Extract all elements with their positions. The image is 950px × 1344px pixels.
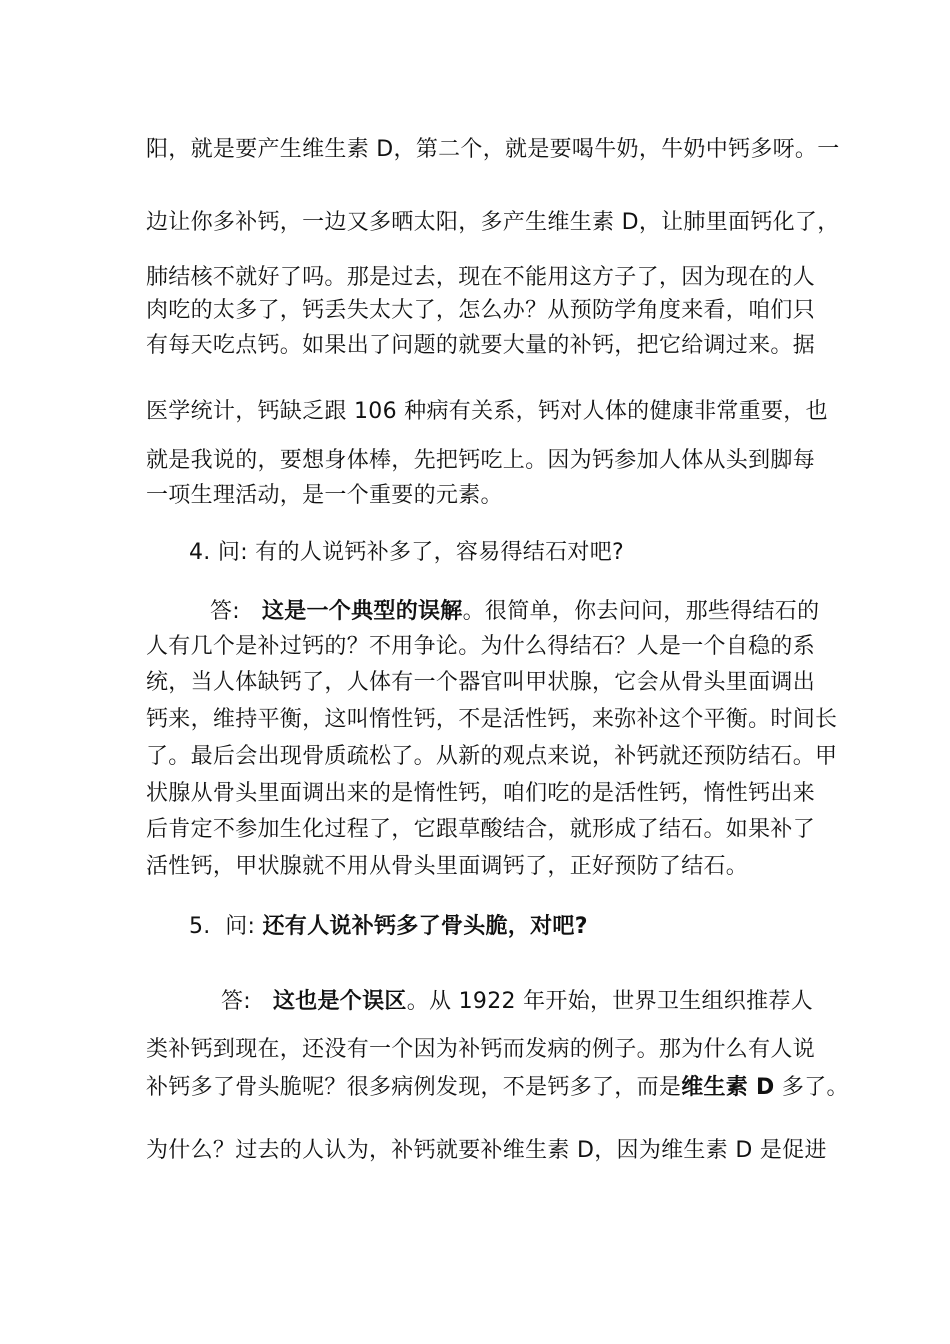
answer-4-first-line xyxy=(210,597,820,627)
answer-line: 类补钙到现在，还没有一个因为补钙而发病的例子。那为什么有人说 xyxy=(146,1037,816,1062)
paragraph-line: 边让你多补钙，一边又多晒太阳，多产生维生素 D，让肺里面钙化了， xyxy=(146,210,840,235)
answer-5-first-line xyxy=(221,987,811,1017)
question-label: 问: xyxy=(225,914,256,939)
answer-label: 答: xyxy=(221,989,252,1014)
answer-line: 后肯定不参加生化过程了，它跟草酸结合，就形成了结石。如果补了 xyxy=(146,817,816,842)
question-text: 有的人说钙补多了，容易得结石对吧? xyxy=(255,540,624,565)
answer-highlight: 这也是个误区 xyxy=(272,989,407,1014)
question-text: 还有人说补钙多了骨头脆，对吧? xyxy=(262,914,588,939)
question-4 xyxy=(189,538,789,568)
paragraph-line: 就是我说的，要想身体棒，先把钙吃上。因为钙参加人体从头到脚每 xyxy=(146,448,816,473)
question-label: 问: xyxy=(217,540,248,565)
paragraph-line: 一项生理活动，是一个重要的元素。 xyxy=(146,483,503,508)
paragraph-line: 阳，就是要产生维生素 D，第二个，就是要喝牛奶，牛奶中钙多呀。一 xyxy=(146,137,840,162)
answer-text: 补钙多了骨头脆呢？很多病例发现，不是钙多了，而是 xyxy=(146,1075,682,1100)
answer-line: 钙来，维持平衡，这叫惰性钙，不是活性钙，来弥补这个平衡。时间长 xyxy=(146,707,838,732)
answer-line xyxy=(146,1073,849,1103)
question-number: 5. xyxy=(189,914,211,939)
answer-line: 状腺从骨头里面调出来的是惰性钙，咱们吃的是活性钙，惰性钙出来 xyxy=(146,781,816,806)
answer-line: 人有几个是补过钙的？不用争论。为什么得结石？人是一个自稳的系 xyxy=(146,634,816,659)
answer-line: 统，当人体缺钙了，人体有一个器官叫甲状腺，它会从骨头里面调出 xyxy=(146,670,816,695)
paragraph-line: 肺结核不就好了吗。那是过去，现在不能用这方子了，因为现在的人 xyxy=(146,265,816,290)
question-5 xyxy=(189,912,789,942)
question-number: 4. xyxy=(189,540,211,565)
answer-text: 多了。 xyxy=(774,1075,849,1100)
paragraph-line: 医学统计，钙缺乏跟 106 种病有关系，钙对人体的健康非常重要，也 xyxy=(146,399,828,424)
paragraph-line: 肉吃的太多了，钙丢失太大了，怎么办？从预防学角度来看，咱们只 xyxy=(146,298,816,323)
answer-label: 答: xyxy=(210,599,241,624)
answer-line: 为什么？过去的人认为，补钙就要补维生素 D，因为维生素 D 是促进 xyxy=(146,1138,827,1163)
answer-highlight-vitamin-d: 维生素 D xyxy=(681,1075,775,1100)
paragraph-line: 有每天吃点钙。如果出了问题的就要大量的补钙，把它给调过来。据 xyxy=(146,333,816,358)
answer-line: 活性钙，甲状腺就不用从骨头里面调钙了，正好预防了结石。 xyxy=(146,854,749,879)
answer-highlight: 这是一个典型的误解 xyxy=(261,599,463,624)
answer-text: 。从 1922 年开始，世界卫生组织推荐人 xyxy=(406,989,813,1014)
answer-text: 。很简单，你去问问，那些得结石的 xyxy=(462,599,820,624)
answer-line: 了。最后会出现骨质疏松了。从新的观点来说，补钙就还预防结石。甲 xyxy=(146,744,838,769)
